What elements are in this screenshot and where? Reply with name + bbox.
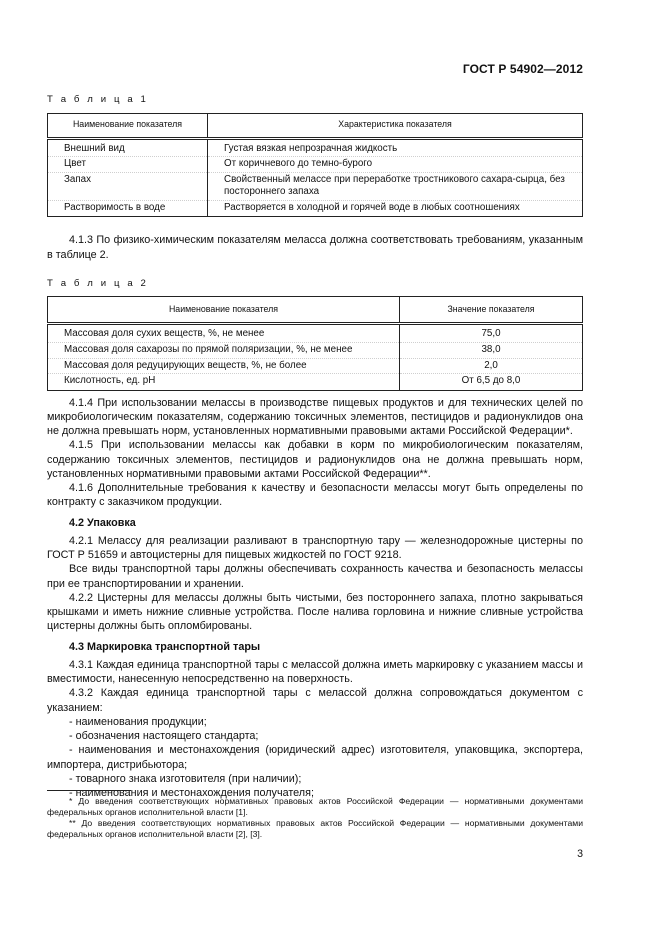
section-4-3-title: 4.3 Маркировка транспортной тары: [69, 640, 261, 653]
list-item: - товарного знака изготовителя (при наличии);: [69, 772, 302, 785]
table-cell: Цвет: [48, 157, 208, 173]
list-item: - обозначения настоящего стандарта;: [69, 730, 259, 743]
document-page: [47, 60, 583, 800]
table-cell: Растворяется в холодной и горячей воде в любых соотношениях: [208, 200, 583, 217]
table-row: [48, 200, 583, 217]
table-cell: 75,0: [400, 324, 583, 343]
table-cell: Растворимость в воде: [48, 200, 208, 217]
table-1-caption: Т а б л и ц а 1: [47, 94, 149, 105]
table-row: [48, 374, 583, 391]
paragraph-4-2-1-b: Все виды транспортной тары должны обеспечивать сохранность качества и безопасность мелассы при ее транспортировании и хранении.: [47, 563, 583, 590]
paragraph-4-3-1: 4.3.1 Каждая единица транспортной тары с мелассой должна иметь маркировку с указанием массы и вместимости, нанесенную непосредственно на поверхность.: [47, 658, 583, 686]
table-cell: От коричневого до темно-бурого: [208, 157, 583, 173]
footnote-divider: [47, 790, 131, 791]
table-cell: Внешний вид: [48, 138, 208, 157]
table-cell: Кислотность, ед. pH: [48, 374, 400, 391]
table-1: [47, 113, 583, 218]
table-row: [48, 343, 583, 359]
table-row: [48, 358, 583, 374]
table-2-header-name: Наименование показателя: [48, 297, 400, 324]
paragraph-4-2-1: 4.2.1 Мелассу для реализации разливают в транспортную тару — железнодорожные цистерны по ГОСТ Р 51659 и автоцистерны для пищевых жидкостей по ГОСТ 9218.: [47, 534, 583, 562]
table-cell: Густая вязкая непрозрачная жидкость: [208, 138, 583, 157]
paragraph-4-2-2: 4.2.2 Цистерны для мелассы должны быть чистыми, без постороннего запаха, плотно закрываться крышками и иметь нижние сливные устройства. После налива горловина и нижние сливные устройства цистерны должны быть опломбированы.: [47, 591, 583, 633]
list-item: - наименования и местонахождения получателя;: [69, 787, 314, 800]
table-2-header-value: Значение показателя: [400, 297, 583, 324]
table-cell: Массовая доля сахарозы по прямой поляризации, %, не менее: [48, 343, 400, 359]
page-number: 3: [577, 848, 583, 860]
paragraph-4-1-4: 4.1.4 При использовании мелассы в производстве пищевых продуктов и для технических целей по микробиологическим показателям, содержанию токсичных элементов, пестицидов и радионуклидов она не должна превышать норм, установленных нормативными правовыми актами Российской Федерации*.: [47, 396, 583, 438]
table-row: [48, 172, 583, 200]
table-cell: Массовая доля редуцирующих веществ, %, не более: [48, 358, 400, 374]
paragraph-4-1-5: 4.1.5 При использовании мелассы как добавки в корм по микробиологическим показателям, содержанию токсичных элементов, пестицидов и радионуклидов она не должна превышать норм, установленных нормативными правовыми актами Российской Федерации**.: [47, 439, 583, 480]
table-1-header-name: Наименование показателя: [48, 113, 208, 138]
paragraph-4-1-3: 4.1.3 По физико-химическим показателям меласса должна соответствовать требованиям, указанным в таблице 2.: [47, 234, 583, 261]
paragraph-4-1-6: 4.1.6 Дополнительные требования к качеству и безопасности мелассы могут быть определены по контракту с заказчиком продукции.: [47, 482, 583, 509]
table-row: [48, 138, 583, 157]
table-cell: 38,0: [400, 343, 583, 359]
paragraph-4-3-2: 4.3.2 Каждая единица транспортной тары с мелассой должна сопровождаться документом с указанием:: [47, 687, 583, 714]
table-row: [48, 324, 583, 343]
standard-header: ГОСТ Р 54902—2012: [462, 62, 583, 76]
list-item: - наименования продукции;: [69, 715, 207, 728]
table-2-caption: Т а б л и ц а 2: [47, 277, 149, 289]
footnote-1: * До введения соответствующих нормативных правовых актов Российской Федерации — нормативными документами федеральных органов исполнительной власти [1].: [47, 796, 583, 817]
section-4-2-title: 4.2 Упаковка: [69, 516, 136, 529]
table-cell: От 6,5 до 8,0: [400, 374, 583, 391]
table-cell: Массовая доля сухих веществ, %, не менее: [48, 324, 400, 343]
table-1-header-characteristic: Характеристика показателя: [208, 113, 583, 138]
table-2: [47, 296, 583, 390]
table-cell: Свойственный мелассе при переработке тростникового сахара-сырца, без постороннего запаха: [208, 172, 583, 200]
footnotes: [47, 790, 583, 860]
table-row: [48, 157, 583, 173]
footnote-2: ** До введения соответствующих нормативных правовых актов Российской Федерации — нормативными документами федеральных органов исполнительной власти [2], [3].: [47, 818, 583, 839]
table-cell: 2,0: [400, 358, 583, 374]
list-item: - наименования и местонахождения (юридический адрес) изготовителя, упаковщика, экспортера, импортера, дистрибьютора;: [47, 744, 583, 771]
table-cell: Запах: [48, 172, 208, 200]
